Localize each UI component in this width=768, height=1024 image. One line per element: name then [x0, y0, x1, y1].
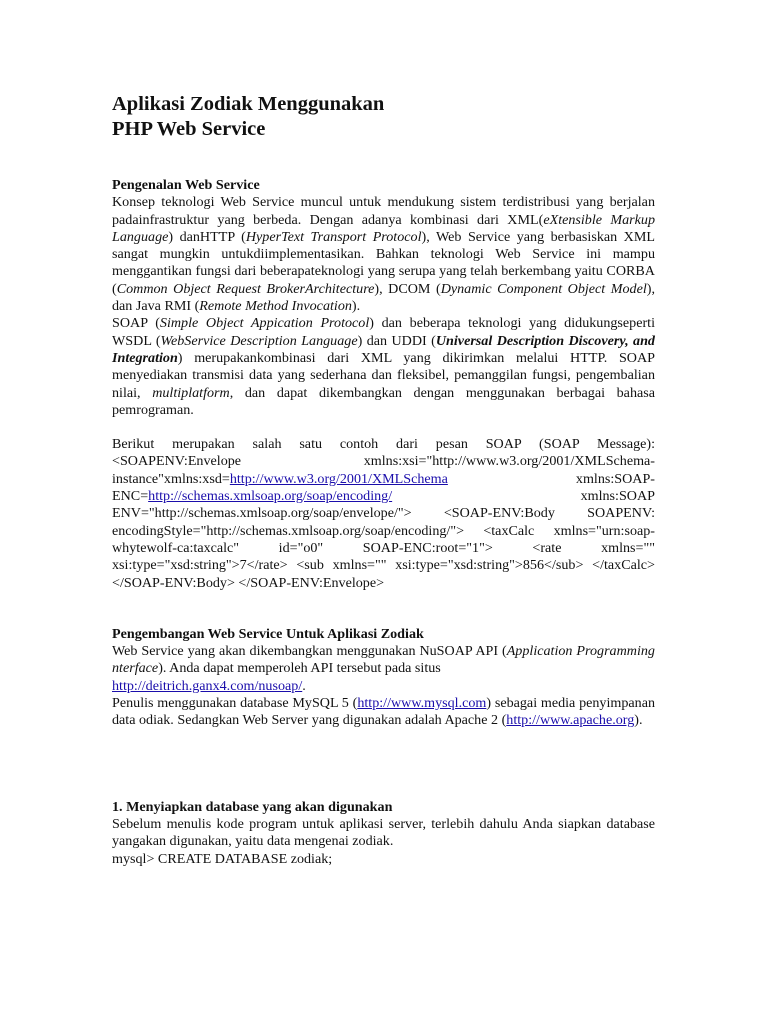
- text-run: ), Web Service yang berbasiskan XML sangat mungkin untukdiimplementasikan. Bahkan teknologi Web Service ini mampu menggantikan fungsi dari beberapateknologi yang serupa yang telah berkembang yaitu CORBA (: [112, 228, 656, 297]
- text-run: .: [302, 677, 306, 694]
- paragraph-soap-intro: [112, 315, 655, 419]
- soap-expansion: Simple Object Appication Protocol: [159, 315, 370, 332]
- xml-expansion: eXtensible Markup Language: [112, 211, 655, 245]
- paragraph-nusoap: [112, 643, 655, 695]
- text-run: ) merupakankombinasi dari XML yang dikirimkan melalui HTTP. SOAP menyediakan transmisi data yang sederhana dan fleksibel, pemanggilan fungsi, pengembalian nilai,: [112, 349, 655, 401]
- text-run: ). Anda dapat memperoleh API tersebut pada situs: [158, 660, 441, 677]
- document-title: [112, 92, 672, 142]
- rmi-expansion: Remote Method Invocation: [199, 298, 352, 315]
- mysql-command: mysql> CREATE DATABASE zodiak;: [112, 850, 333, 867]
- text-run: xmlns:SOAP-ENC=: [112, 470, 655, 505]
- corba-expansion: Common Object Request BrokerArchitecture: [116, 280, 375, 297]
- text-run: xmlns:SOAP ENV="http://schemas.xmlsoap.org/soap/envelope/"> <SOAP-ENV:Body SOAPENV: encodingStyle="http://schemas.xmlsoap.org/soap/encoding/"> <taxCalc xmlns="urn:soap-whytewolf-ca:taxcalc" id="o0" SOAP-ENC:root="1"> <rate xmlns="" xsi:type="xsd:string">7</rate> <sub xmlns="" xsi:type="xsd:string">856</sub> </taxCalc> </SOAP-ENV:Body> </SOAP-ENV:Envelope>: [112, 488, 655, 591]
- text-run: SOAP (: [112, 315, 160, 332]
- link-mysql[interactable]: http://www.mysql.com: [357, 695, 487, 712]
- text-run: ) dan beberapa teknologi yang didukungseperti WSDL (: [112, 315, 655, 349]
- dcom-expansion: Dynamic Component Object Model: [440, 280, 647, 297]
- paragraph-web-service-intro: [112, 194, 655, 315]
- link-apache[interactable]: http://www.apache.org: [506, 712, 635, 729]
- paragraph-database-prep: Sebelum menulis kode program untuk aplikasi server, terlebih dahulu Anda siapkan database yangakan digunakan, yaitu data mengenai zodiak.: [112, 815, 655, 850]
- section-heading-pengenalan: Pengenalan Web Service: [112, 177, 260, 193]
- title-line-2: PHP Web Service: [112, 118, 266, 140]
- text-run: ) dan UDDI (: [357, 332, 436, 349]
- text-run: Web Service yang akan dikembangkan menggunakan NuSOAP API (: [112, 643, 507, 660]
- text-run: ).: [634, 712, 643, 729]
- paragraph-mysql-apache: [112, 695, 655, 730]
- text-run: ) sebagai media penyimpanan data odiak. Sedangkan Web Server yang digunakan adalah Apache 2 (: [112, 695, 655, 729]
- wsdl-expansion: WebService Description Language: [160, 332, 358, 349]
- spacer: [112, 730, 655, 782]
- section-heading-pengembangan: Pengembangan Web Service Untuk Aplikasi Zodiak: [112, 625, 424, 642]
- section-heading-database: 1. Menyiapkan database yang akan digunakan: [112, 798, 393, 815]
- text-run: ) danHTTP (: [168, 228, 246, 245]
- text-run: ), dan Java RMI (: [112, 280, 655, 315]
- text-run: Berikut merupakan salah satu contoh dari pesan SOAP (SOAP Message):<SOAPENV:Envelope xmlns:xsi="http://www.w3.org/2001/XMLSchema-instance"xmlns:xsd=: [112, 436, 655, 487]
- spacer: [112, 592, 655, 626]
- uddi-expansion: Universal Description Discovery, and Integration: [112, 332, 655, 366]
- paragraph-soap-example: [112, 436, 655, 592]
- document-body: [112, 177, 655, 868]
- link-xmlschema[interactable]: http://www.w3.org/2001/XMLSchema: [229, 470, 448, 487]
- text-run: ).: [351, 298, 361, 315]
- spacer: [112, 419, 655, 436]
- text-run: ), DCOM (: [374, 280, 441, 297]
- text-run: Penulis menggunakan database MySQL 5 (: [112, 695, 358, 712]
- link-soap-encoding[interactable]: http://schemas.xmlsoap.org/soap/encoding/: [148, 488, 393, 505]
- api-expansion: Application Programming nterface: [112, 643, 655, 677]
- http-expansion: HyperText Transport Protocol: [245, 228, 422, 245]
- spacer: [112, 782, 655, 799]
- title-line-1: Aplikasi Zodiak Menggunakan: [112, 93, 385, 115]
- text-run: , dan dapat dikembangkan dengan menggunakan berbagai bahasa pemrograman.: [112, 384, 655, 418]
- multiplatform-term: multiplatform: [152, 384, 230, 401]
- text-run: Konsep teknologi Web Service muncul untuk mendukung sistem terdistribusi yang berjalan padainfrastruktur yang berbeda. Dengan adanya kombinasi dari XML(: [112, 194, 655, 228]
- link-nusoap[interactable]: http://deitrich.ganx4.com/nusoap/: [112, 677, 303, 694]
